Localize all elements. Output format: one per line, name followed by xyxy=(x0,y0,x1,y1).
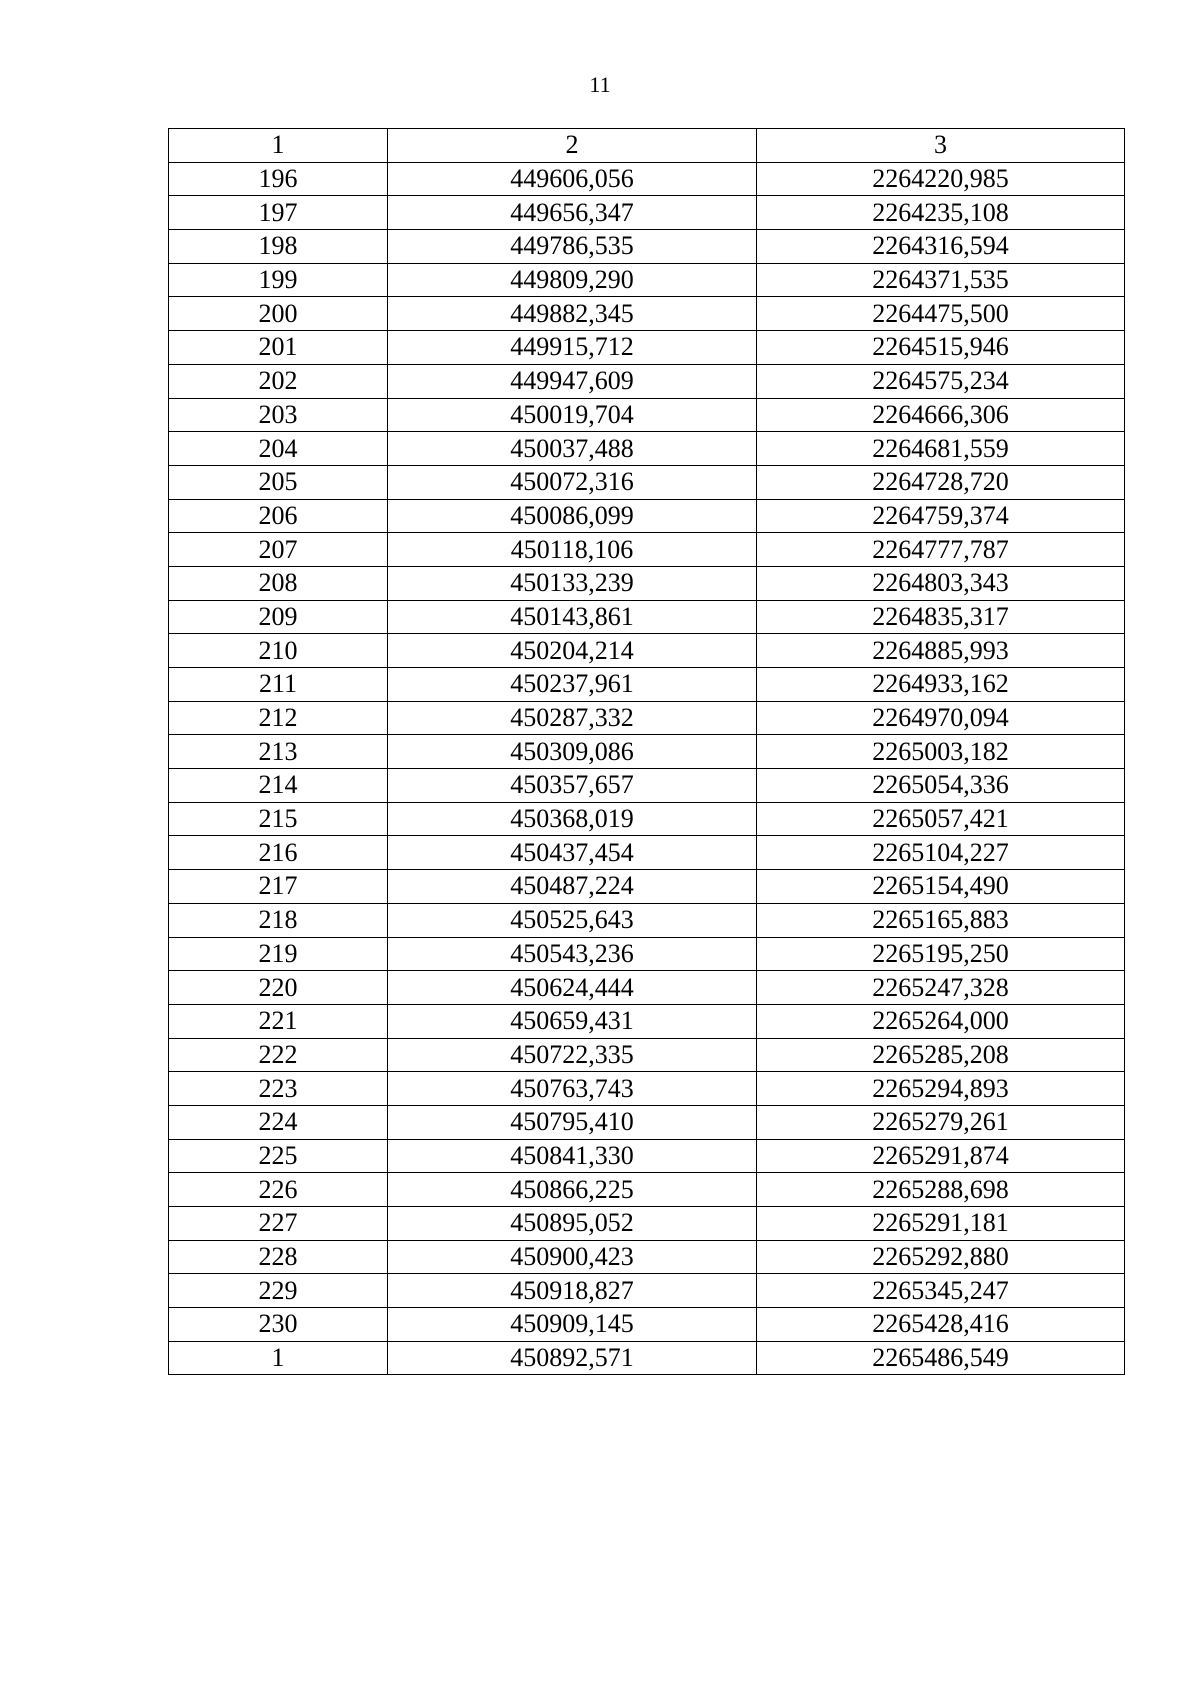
cell-point-number: 198 xyxy=(169,230,388,264)
cell-x-coordinate: 449786,535 xyxy=(388,230,757,264)
cell-x-coordinate: 450918,827 xyxy=(388,1274,757,1308)
cell-point-number: 203 xyxy=(169,398,388,432)
table-row xyxy=(169,465,1125,499)
cell-y-coordinate: 2264759,374 xyxy=(757,499,1125,533)
cell-point-number: 220 xyxy=(169,971,388,1005)
cell-point-number: 214 xyxy=(169,769,388,803)
cell-x-coordinate: 450895,052 xyxy=(388,1207,757,1241)
cell-x-coordinate: 450722,335 xyxy=(388,1038,757,1072)
table-row xyxy=(169,836,1125,870)
table-header xyxy=(169,129,1125,163)
table-row xyxy=(169,230,1125,264)
cell-point-number: 210 xyxy=(169,634,388,668)
cell-x-coordinate: 449947,609 xyxy=(388,364,757,398)
cell-y-coordinate: 2264371,535 xyxy=(757,263,1125,297)
cell-point-number: 229 xyxy=(169,1274,388,1308)
cell-x-coordinate: 450072,316 xyxy=(388,465,757,499)
cell-y-coordinate: 2264515,946 xyxy=(757,331,1125,365)
cell-x-coordinate: 450437,454 xyxy=(388,836,757,870)
cell-point-number: 213 xyxy=(169,735,388,769)
table-row xyxy=(169,769,1125,803)
cell-x-coordinate: 449606,056 xyxy=(388,162,757,196)
table-row xyxy=(169,937,1125,971)
cell-y-coordinate: 2264728,720 xyxy=(757,465,1125,499)
table-row xyxy=(169,1004,1125,1038)
table-row xyxy=(169,1274,1125,1308)
cell-x-coordinate: 450357,657 xyxy=(388,769,757,803)
cell-x-coordinate: 450866,225 xyxy=(388,1173,757,1207)
cell-point-number: 212 xyxy=(169,701,388,735)
table-body xyxy=(169,162,1125,1375)
cell-y-coordinate: 2264666,306 xyxy=(757,398,1125,432)
cell-y-coordinate: 2265247,328 xyxy=(757,971,1125,1005)
cell-y-coordinate: 2265279,261 xyxy=(757,1105,1125,1139)
cell-y-coordinate: 2264220,985 xyxy=(757,162,1125,196)
cell-point-number: 222 xyxy=(169,1038,388,1072)
table-row xyxy=(169,331,1125,365)
cell-x-coordinate: 450019,704 xyxy=(388,398,757,432)
cell-x-coordinate: 450487,224 xyxy=(388,870,757,904)
cell-point-number: 196 xyxy=(169,162,388,196)
cell-x-coordinate: 450204,214 xyxy=(388,634,757,668)
cell-y-coordinate: 2264235,108 xyxy=(757,196,1125,230)
table-row xyxy=(169,600,1125,634)
cell-point-number: 197 xyxy=(169,196,388,230)
table-row xyxy=(169,668,1125,702)
cell-x-coordinate: 450086,099 xyxy=(388,499,757,533)
cell-point-number: 216 xyxy=(169,836,388,870)
cell-y-coordinate: 2264933,162 xyxy=(757,668,1125,702)
cell-x-coordinate: 450900,423 xyxy=(388,1240,757,1274)
cell-y-coordinate: 2265104,227 xyxy=(757,836,1125,870)
cell-point-number: 199 xyxy=(169,263,388,297)
cell-x-coordinate: 450287,332 xyxy=(388,701,757,735)
cell-y-coordinate: 2264316,594 xyxy=(757,230,1125,264)
cell-point-number: 227 xyxy=(169,1207,388,1241)
cell-y-coordinate: 2265285,208 xyxy=(757,1038,1125,1072)
table-row xyxy=(169,1240,1125,1274)
cell-x-coordinate: 449656,347 xyxy=(388,196,757,230)
cell-point-number: 211 xyxy=(169,668,388,702)
cell-x-coordinate: 450795,410 xyxy=(388,1105,757,1139)
table-row xyxy=(169,971,1125,1005)
cell-y-coordinate: 2264575,234 xyxy=(757,364,1125,398)
cell-point-number: 225 xyxy=(169,1139,388,1173)
cell-x-coordinate: 450309,086 xyxy=(388,735,757,769)
cell-point-number: 228 xyxy=(169,1240,388,1274)
table-row xyxy=(169,566,1125,600)
cell-y-coordinate: 2264803,343 xyxy=(757,566,1125,600)
cell-x-coordinate: 450841,330 xyxy=(388,1139,757,1173)
cell-x-coordinate: 450037,488 xyxy=(388,432,757,466)
table-row xyxy=(169,263,1125,297)
cell-x-coordinate: 449809,290 xyxy=(388,263,757,297)
cell-y-coordinate: 2265291,181 xyxy=(757,1207,1125,1241)
cell-y-coordinate: 2265486,549 xyxy=(757,1341,1125,1375)
table-row xyxy=(169,1038,1125,1072)
cell-y-coordinate: 2264681,559 xyxy=(757,432,1125,466)
cell-x-coordinate: 450892,571 xyxy=(388,1341,757,1375)
cell-point-number: 205 xyxy=(169,465,388,499)
table-row xyxy=(169,870,1125,904)
table-row xyxy=(169,735,1125,769)
cell-y-coordinate: 2265288,698 xyxy=(757,1173,1125,1207)
cell-x-coordinate: 450763,743 xyxy=(388,1072,757,1106)
cell-y-coordinate: 2265003,182 xyxy=(757,735,1125,769)
header-row xyxy=(169,129,1125,163)
cell-y-coordinate: 2265294,893 xyxy=(757,1072,1125,1106)
cell-y-coordinate: 2265291,874 xyxy=(757,1139,1125,1173)
cell-point-number: 204 xyxy=(169,432,388,466)
cell-point-number: 200 xyxy=(169,297,388,331)
cell-point-number: 215 xyxy=(169,802,388,836)
cell-point-number: 207 xyxy=(169,533,388,567)
cell-x-coordinate: 450143,861 xyxy=(388,600,757,634)
cell-point-number: 1 xyxy=(169,1341,388,1375)
header-cell-x: 2 xyxy=(388,129,757,163)
cell-y-coordinate: 2265165,883 xyxy=(757,903,1125,937)
cell-y-coordinate: 2264970,094 xyxy=(757,701,1125,735)
cell-x-coordinate: 450659,431 xyxy=(388,1004,757,1038)
cell-y-coordinate: 2265264,000 xyxy=(757,1004,1125,1038)
table-row xyxy=(169,499,1125,533)
cell-x-coordinate: 450543,236 xyxy=(388,937,757,971)
cell-point-number: 201 xyxy=(169,331,388,365)
table-row xyxy=(169,364,1125,398)
table-row xyxy=(169,1173,1125,1207)
cell-x-coordinate: 450237,961 xyxy=(388,668,757,702)
table-row xyxy=(169,533,1125,567)
cell-point-number: 202 xyxy=(169,364,388,398)
cell-x-coordinate: 450368,019 xyxy=(388,802,757,836)
cell-x-coordinate: 450909,145 xyxy=(388,1308,757,1342)
cell-x-coordinate: 450118,106 xyxy=(388,533,757,567)
cell-point-number: 226 xyxy=(169,1173,388,1207)
page-number: 11 xyxy=(589,72,611,97)
cell-y-coordinate: 2264777,787 xyxy=(757,533,1125,567)
table-row xyxy=(169,432,1125,466)
cell-point-number: 230 xyxy=(169,1308,388,1342)
table-row xyxy=(169,1341,1125,1375)
cell-x-coordinate: 450624,444 xyxy=(388,971,757,1005)
cell-point-number: 224 xyxy=(169,1105,388,1139)
cell-x-coordinate: 450525,643 xyxy=(388,903,757,937)
cell-y-coordinate: 2264885,993 xyxy=(757,634,1125,668)
cell-x-coordinate: 449882,345 xyxy=(388,297,757,331)
header-cell-y: 3 xyxy=(757,129,1125,163)
cell-point-number: 209 xyxy=(169,600,388,634)
cell-y-coordinate: 2264835,317 xyxy=(757,600,1125,634)
cell-point-number: 223 xyxy=(169,1072,388,1106)
cell-point-number: 219 xyxy=(169,937,388,971)
cell-y-coordinate: 2265195,250 xyxy=(757,937,1125,971)
table-row xyxy=(169,1308,1125,1342)
cell-x-coordinate: 450133,239 xyxy=(388,566,757,600)
table-row xyxy=(169,297,1125,331)
table-row xyxy=(169,196,1125,230)
table-row xyxy=(169,398,1125,432)
table-row xyxy=(169,1072,1125,1106)
cell-y-coordinate: 2265428,416 xyxy=(757,1308,1125,1342)
table-row xyxy=(169,1207,1125,1241)
coordinates-table xyxy=(168,128,1125,1375)
cell-y-coordinate: 2265345,247 xyxy=(757,1274,1125,1308)
cell-y-coordinate: 2265292,880 xyxy=(757,1240,1125,1274)
cell-x-coordinate: 449915,712 xyxy=(388,331,757,365)
cell-point-number: 206 xyxy=(169,499,388,533)
cell-point-number: 221 xyxy=(169,1004,388,1038)
cell-y-coordinate: 2264475,500 xyxy=(757,297,1125,331)
cell-point-number: 217 xyxy=(169,870,388,904)
header-cell-point: 1 xyxy=(169,129,388,163)
table-row xyxy=(169,1105,1125,1139)
cell-point-number: 208 xyxy=(169,566,388,600)
cell-y-coordinate: 2265154,490 xyxy=(757,870,1125,904)
table-row xyxy=(169,903,1125,937)
table-row xyxy=(169,162,1125,196)
table-row xyxy=(169,1139,1125,1173)
cell-point-number: 218 xyxy=(169,903,388,937)
cell-y-coordinate: 2265057,421 xyxy=(757,802,1125,836)
cell-y-coordinate: 2265054,336 xyxy=(757,769,1125,803)
table-row xyxy=(169,802,1125,836)
table-row xyxy=(169,634,1125,668)
table-row xyxy=(169,701,1125,735)
